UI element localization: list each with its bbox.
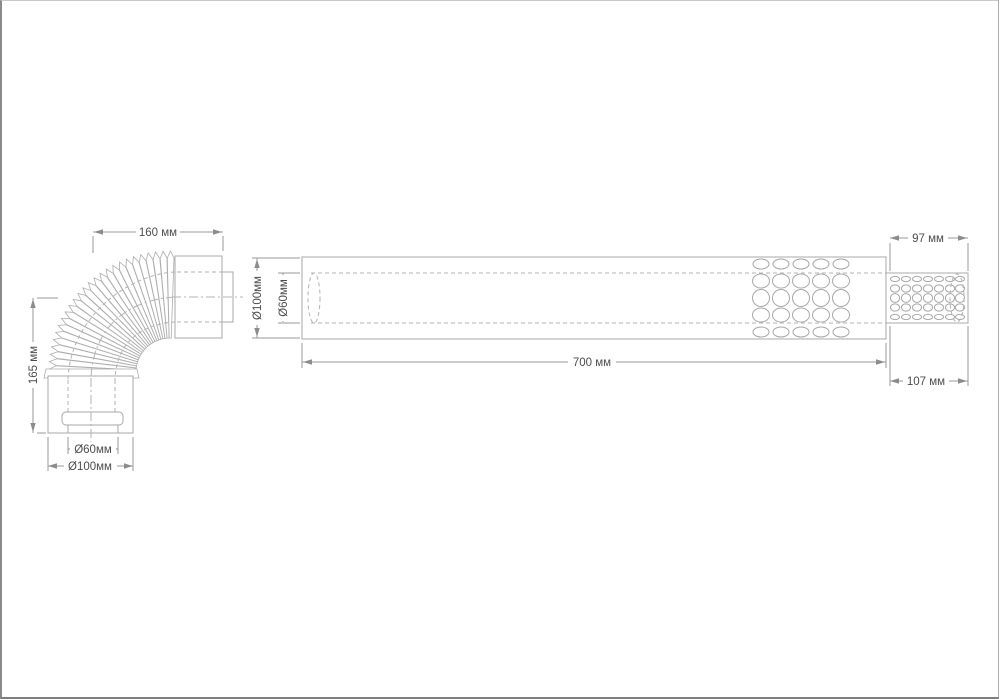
perforation-hole	[813, 327, 829, 337]
perforation-hole	[793, 327, 809, 337]
perforation-hole	[753, 327, 769, 337]
technical-drawing	[2, 1, 998, 697]
elbow-width-label: 160 мм	[138, 227, 178, 239]
perforation-hole	[813, 274, 830, 288]
dimension-arrowhead	[958, 378, 967, 383]
pipe-perforation-grid	[753, 259, 850, 337]
dimension-arrowhead	[254, 259, 259, 268]
pipe-outer-diameter-dimension	[251, 271, 265, 325]
perforation-hole	[773, 259, 789, 269]
dimension-arrowhead	[30, 423, 35, 432]
perforation-hole	[793, 290, 810, 307]
pipe-outer-tube	[302, 257, 886, 339]
elbow-bellows-corrugation	[49, 251, 174, 380]
elbow-width-dimension	[136, 225, 180, 239]
pipe-tip-bottom-label: 107 мм	[906, 376, 946, 388]
perforation-hole	[813, 259, 829, 269]
pipe-inner-tube-end-left	[308, 273, 320, 323]
perforation-hole	[773, 327, 789, 337]
elbow-outer-diameter-dimension	[64, 459, 117, 473]
pipe-inner-diameter-label: Ø60мм	[278, 279, 290, 317]
dimension-arrowhead	[303, 359, 312, 364]
elbow-height-dimension	[26, 342, 40, 388]
dimension-arrowhead	[254, 328, 259, 337]
elbow-inner-diameter-label: Ø60мм	[74, 444, 112, 456]
perforation-hole	[773, 308, 790, 322]
perforation-hole	[833, 259, 849, 269]
perforation-hole	[793, 259, 809, 269]
pipe-tip-top-label: 97 мм	[912, 233, 944, 245]
perforation-hole	[753, 308, 770, 322]
pipe-outer-diameter-label: Ø100мм	[252, 276, 264, 320]
elbow-drawing	[44, 251, 243, 446]
dimension-arrowhead	[958, 235, 967, 240]
perforation-hole	[753, 274, 770, 288]
dimension-arrowhead	[48, 463, 57, 468]
perforation-hole	[793, 308, 810, 322]
pipe-tip-top-dimension	[908, 231, 948, 245]
dimension-arrowhead	[890, 235, 899, 240]
pipe-inner-diameter-dimension	[277, 275, 291, 321]
perforation-hole	[833, 290, 850, 307]
elbow-height-label: 165 мм	[28, 345, 40, 385]
dimension-arrowhead	[876, 359, 885, 364]
dimension-arrowhead	[94, 229, 103, 234]
elbow-inner-diameter-dimension	[70, 442, 116, 456]
perforation-hole	[793, 274, 810, 288]
dimension-arrowhead	[30, 299, 35, 308]
dimension-arrowhead	[124, 463, 133, 468]
perforation-hole	[813, 308, 830, 322]
perforation-hole	[833, 308, 850, 322]
pipe-length-dimension	[568, 355, 616, 369]
perforation-hole	[833, 327, 849, 337]
perforation-hole	[773, 290, 790, 307]
pipe-length-label: 700 мм	[572, 357, 612, 369]
pipe-drawing	[302, 257, 968, 339]
pipe-tip-bottom-dimension	[903, 374, 949, 388]
dimension-arrowhead	[890, 378, 899, 383]
perforation-hole	[813, 290, 830, 307]
dimension-arrowhead	[213, 229, 222, 234]
perforation-hole	[753, 259, 769, 269]
perforation-hole	[773, 274, 790, 288]
elbow-inlet-collar	[62, 412, 123, 425]
perforation-hole	[753, 290, 770, 307]
perforation-hole	[833, 274, 850, 288]
elbow-outer-diameter-label: Ø100мм	[68, 461, 112, 473]
